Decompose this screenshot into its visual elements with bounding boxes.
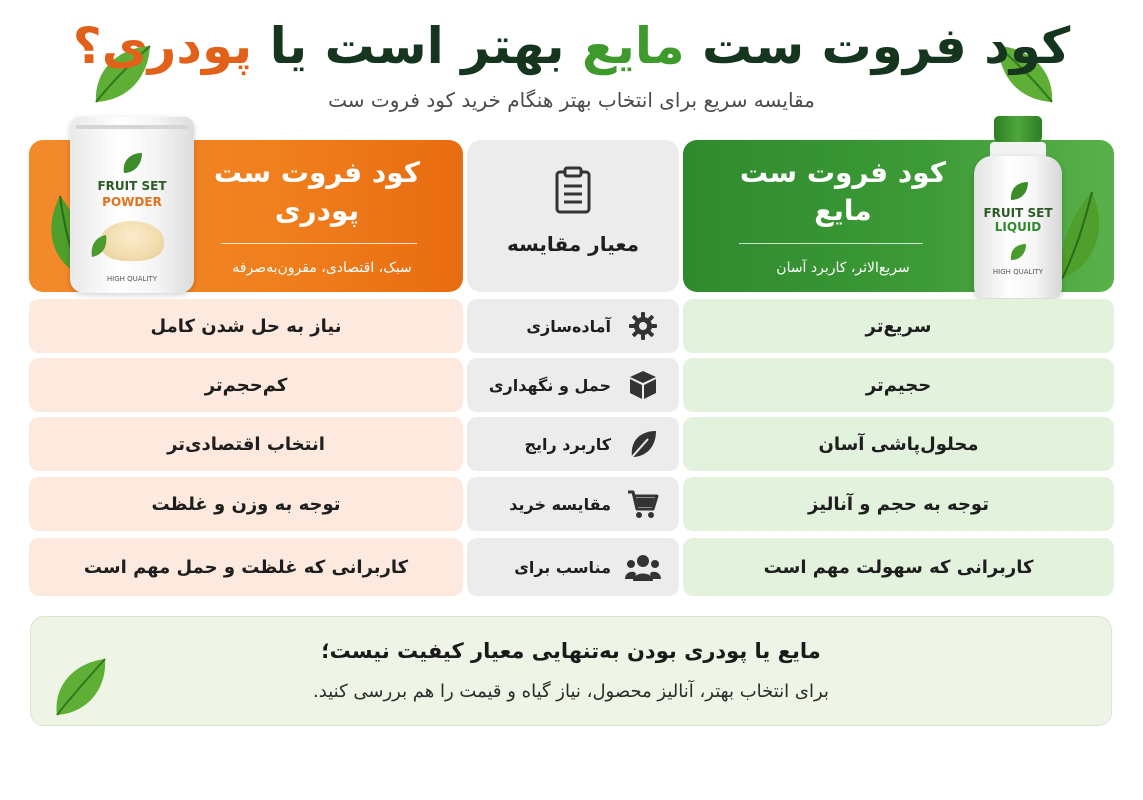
package-leaf-icon	[120, 151, 144, 175]
row-2-powder-text: کم‌حجم‌تر	[204, 374, 288, 396]
row-4-liquid-text: توجه به حجم و آنالیز	[808, 493, 989, 515]
title-part-3: بهتر است یا	[269, 17, 565, 75]
liquid-header-line1: کود فروت ست	[739, 156, 947, 189]
page-title	[0, 6, 1143, 86]
row-4-powder-text: توجه به وزن و غلظت	[151, 493, 341, 515]
powder-header-line1: کود فروت ست	[213, 156, 421, 189]
package-small-leaf-icon	[88, 233, 110, 259]
liquid-bottle-image	[974, 112, 1062, 298]
row-4-criterion	[467, 477, 679, 531]
liquid-header-divider	[739, 243, 923, 244]
row-3-criterion-text: کاربرد رایج	[524, 434, 611, 454]
powder-package-image	[70, 117, 194, 293]
summary-note	[30, 616, 1112, 726]
liquid-header-line2: مایع	[814, 194, 872, 227]
row-2-powder	[29, 358, 463, 412]
row-5-powder	[29, 538, 463, 596]
powder-package-badge: HIGH QUALITY	[106, 275, 158, 283]
criteria-header-label: معیار مقایسه	[506, 232, 640, 256]
liquid-package-line2: LIQUID	[994, 220, 1042, 234]
row-5-liquid-text: کاربرانی که سهولت مهم است	[763, 556, 1034, 578]
row-5-criterion	[467, 538, 679, 596]
row-4-criterion-text: مقایسه خرید	[509, 494, 611, 514]
box-icon	[625, 370, 661, 400]
row-1-powder	[29, 299, 463, 353]
bottle-cap	[994, 116, 1042, 142]
powder-header-tagline: سبک، اقتصادی، مقرون‌به‌صرفه	[232, 260, 412, 276]
powder-header-divider	[221, 243, 417, 244]
gear-icon	[625, 311, 661, 341]
liquid-header-tagline: سریع‌الاثر، کاربرد آسان	[776, 260, 910, 276]
powder-header-line2: پودری	[274, 194, 360, 227]
row-3-liquid-text: محلول‌پاشی آسان	[818, 433, 979, 455]
note-leaf-icon	[49, 655, 113, 721]
row-3-powder	[29, 417, 463, 471]
powder-package-line2: POWDER	[102, 195, 162, 209]
bag-seal	[76, 125, 188, 129]
row-2-liquid-text: حجیم‌تر	[865, 374, 932, 396]
bottle-small-leaf-icon	[1008, 242, 1028, 262]
liquid-header-title	[723, 154, 963, 230]
row-2-criterion	[467, 358, 679, 412]
row-5-liquid	[683, 538, 1114, 596]
row-4-powder	[29, 477, 463, 531]
clipboard-icon	[553, 166, 593, 214]
title-part-powder: پودری؟	[72, 17, 253, 75]
leaf-icon	[625, 429, 661, 459]
bottle-body	[974, 156, 1062, 298]
summary-note-title: مایع یا پودری بودن به‌تنهایی معیار کیفیت نیست؛	[321, 639, 821, 663]
liquid-package-badge: HIGH QUALITY	[992, 268, 1044, 276]
row-3-liquid	[683, 417, 1114, 471]
row-1-liquid-text: سریع‌تر	[865, 315, 932, 337]
title-part-liquid: مایع	[581, 17, 685, 75]
row-2-liquid	[683, 358, 1114, 412]
row-1-liquid	[683, 299, 1114, 353]
title-part-1: کود فروت ست	[702, 17, 1071, 75]
row-3-powder-text: انتخاب اقتصادی‌تر	[167, 433, 325, 455]
bottle-leaf-icon	[1008, 180, 1030, 202]
powder-package-line1: FRUIT SET	[97, 179, 167, 193]
powder-header-title	[197, 154, 437, 230]
criteria-header	[467, 140, 679, 292]
row-4-liquid	[683, 477, 1114, 531]
page-subtitle: مقایسه سریع برای انتخاب بهتر هنگام خرید کود فروت ست	[328, 88, 815, 112]
summary-note-body: برای انتخاب بهتر، آنالیز محصول، نیاز گیاه و قیمت را هم بررسی کنید.	[313, 681, 829, 702]
row-5-criterion-text: مناسب برای	[514, 557, 611, 577]
row-1-criterion-text: آماده‌سازی	[526, 316, 611, 336]
liquid-package-line1: FRUIT SET	[983, 206, 1053, 220]
row-1-criterion	[467, 299, 679, 353]
users-icon	[625, 552, 661, 582]
row-3-criterion	[467, 417, 679, 471]
row-2-criterion-text: حمل و نگهداری	[488, 375, 611, 395]
cart-icon	[625, 489, 661, 519]
row-5-powder-text: کاربرانی که غلظت و حمل مهم است	[83, 556, 409, 578]
row-1-powder-text: نیاز به حل شدن کامل	[150, 315, 342, 337]
